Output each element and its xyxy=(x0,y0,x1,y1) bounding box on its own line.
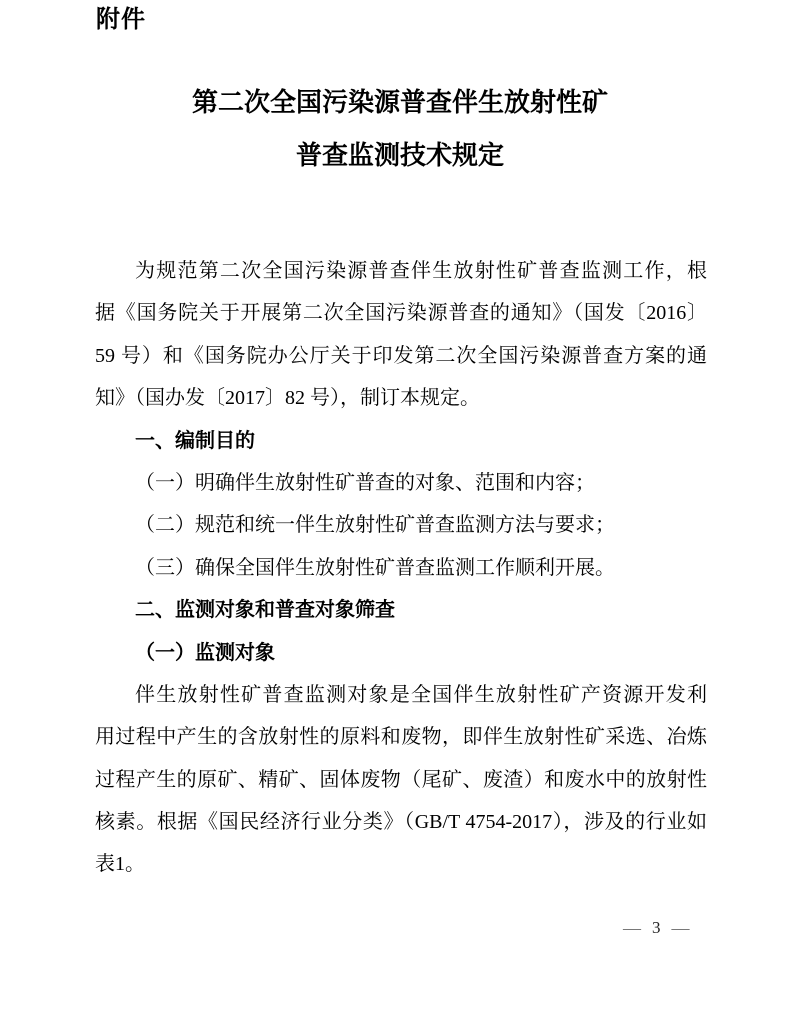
monitoring-paragraph-line-5: 表1。 xyxy=(95,853,145,876)
document-title-line-2: 普查监测技术规定 xyxy=(295,141,504,170)
section-2-heading: 二、监测对象和普查对象筛查 xyxy=(135,599,395,622)
monitoring-paragraph-line-2: 用过程中产生的含放射性的原料和废物，即伴生放射性矿采选、冶炼 xyxy=(95,726,707,749)
intro-paragraph-line-2: 据《国务院关于开展第二次全国污染源普查的通知》（国发〔2016〕 xyxy=(95,302,707,325)
monitoring-paragraph-line-3: 过程产生的原矿、精矿、固体废物（尾矿、废渣）和废水中的放射性 xyxy=(95,768,707,791)
purpose-list-item-2: （二）规范和统一伴生放射性矿普查监测方法与要求； xyxy=(135,514,615,537)
document-title-line-1: 第二次全国污染源普查伴生放射性矿 xyxy=(191,88,608,117)
subsection-1-heading: （一）监测对象 xyxy=(135,641,275,664)
intro-paragraph-line-1: 为规范第二次全国污染源普查伴生放射性矿普查监测工作，根 xyxy=(135,260,707,282)
document-title xyxy=(0,76,800,182)
attachment-label: 附件 xyxy=(96,6,146,33)
monitoring-paragraph-line-1: 伴生放射性矿普查监测对象是全国伴生放射性矿产资源开发利 xyxy=(135,683,707,706)
page-number: 3 xyxy=(652,918,661,937)
intro-paragraph-line-3: 59 号）和《国务院办公厅关于印发第二次全国污染源普查方案的通 xyxy=(95,344,707,367)
section-1-heading: 一、编制目的 xyxy=(135,429,255,452)
footer-left-dash: — xyxy=(623,918,641,938)
intro-paragraph-line-4: 知》（国办发〔2017〕82 号），制订本规定。 xyxy=(95,387,480,410)
document-body xyxy=(95,250,707,886)
page-footer xyxy=(623,918,690,938)
monitoring-paragraph-line-4: 核素。根据《国民经济行业分类》（GB/T 4754-2017），涉及的行业如 xyxy=(95,811,707,834)
purpose-list-item-3: （三）确保全国伴生放射性矿普查监测工作顺利开展。 xyxy=(135,556,615,579)
footer-right-dash: — xyxy=(671,918,690,938)
purpose-list-item-1: （一）明确伴生放射性矿普查的对象、范围和内容； xyxy=(135,471,595,494)
